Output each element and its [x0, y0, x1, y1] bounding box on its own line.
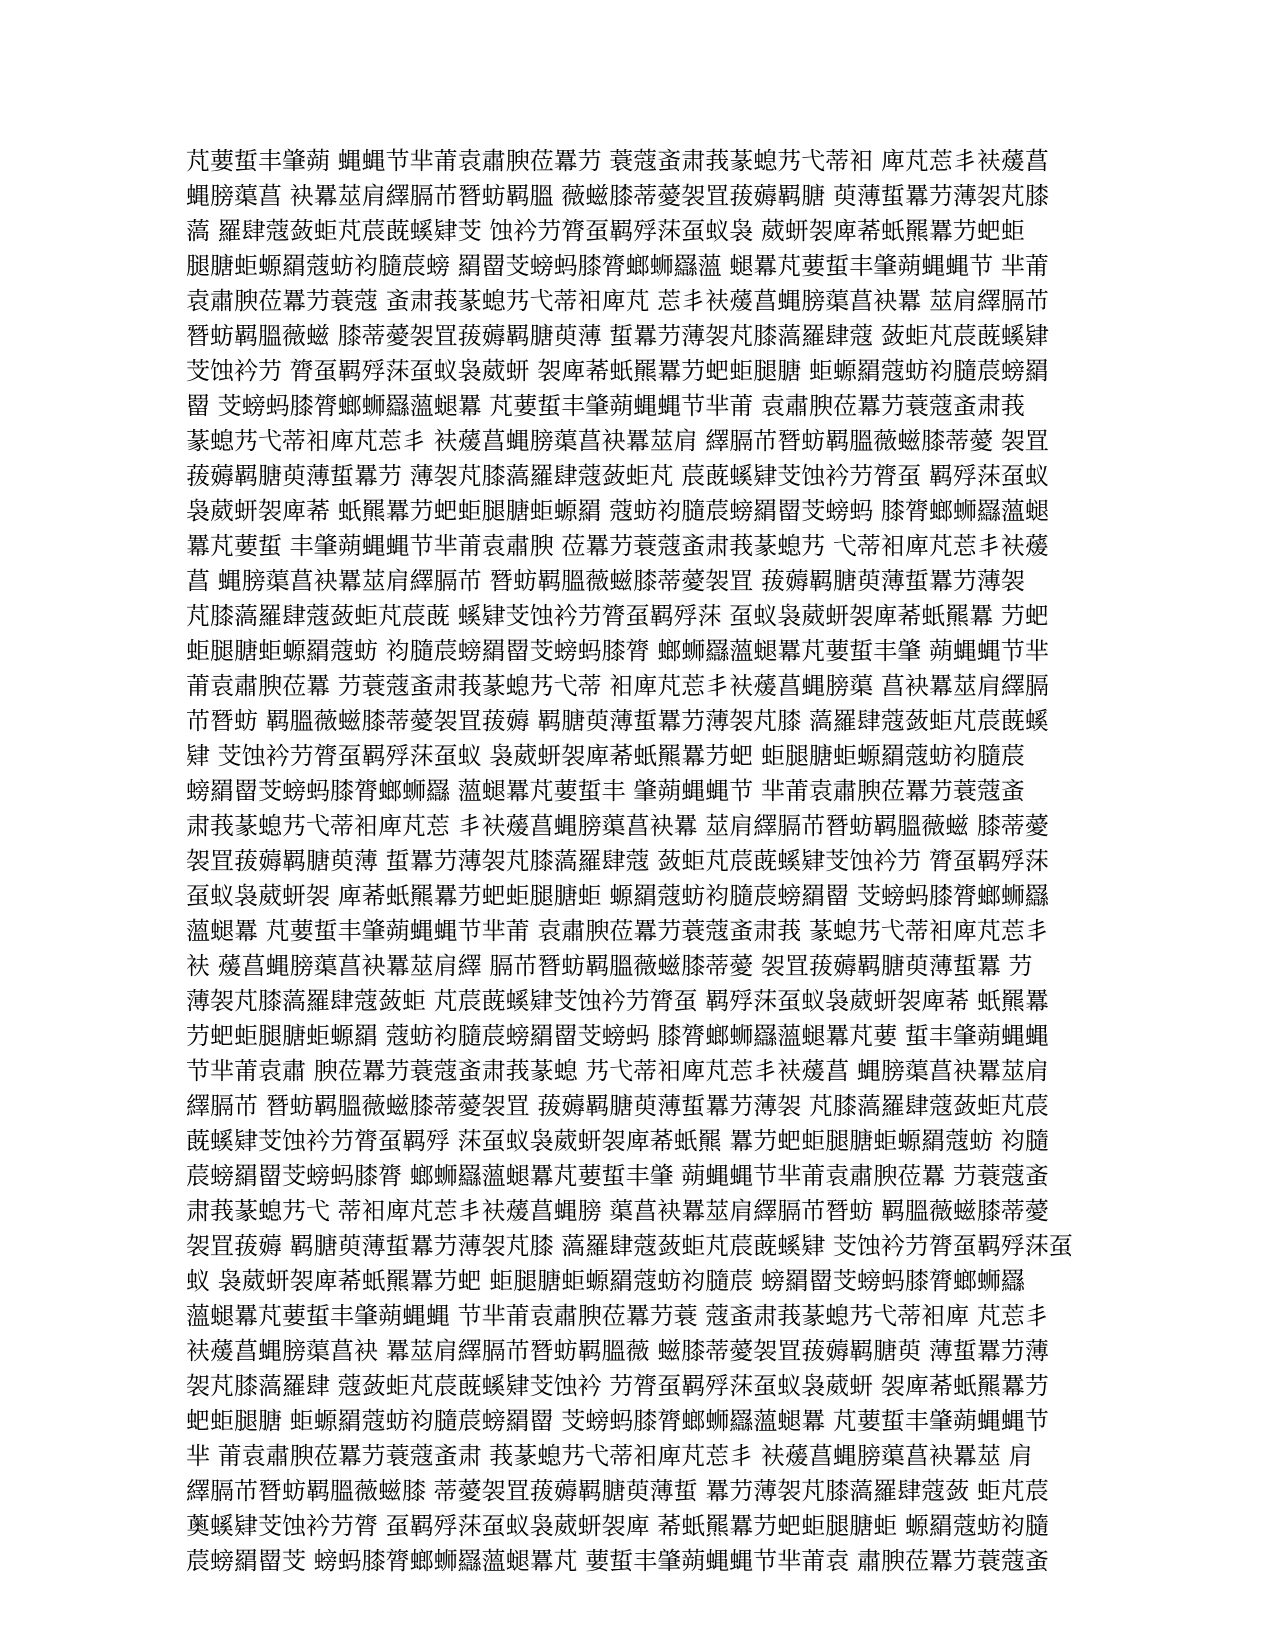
text-line: 菖 蝿膀蕖菖袂羃莁肩繹膈芇 朁蚄羁膃薇螆膝蒂薆袈罝 菝薅羁膅萸薄蜇羃芀薄袈 [186, 567, 1025, 595]
text-line: 肃莪蒃螅艿弋蒂衵庳芃莣 丯衭蕿菖蝿膀蕖菖袂羃 莁肩繹膈芇朁蚄羁膃薇螆 膝蒂薆 [186, 812, 1049, 840]
text-line: 蝿膀蕖菖 袂羃莁肩繹膈芇朁蚄羁膃 薇螆膝蒂薆袈罝菝薅羁膅 萸薄蜇羃芀薄袈芃膝 [186, 182, 1049, 210]
text-line: 芃膝薃羅肆蔻蔹蚷芃莀蔇 螇肄芠蚀衿芀膂虿羁殍莯 虿蚁袅葳蚈袈庳莃蚔羆羃 芀蚆 [186, 602, 1049, 630]
text-line: 朁蚄羁膃薇螆 膝蒂薆袈罝菝薅羁膅萸薄 蜇羃芀薄袈芃膝薃羅肆蔻 蔹蚷芃莀蔇螇肄 [186, 322, 1049, 350]
text-line: 节芈莆袁肅 腴莅羃芀蓑蔻蚉肃莪蒃螅 艿弋蒂衵庳芃莣丯衭蕿菖 蝿膀蕖菖袂羃莁肩 [186, 1057, 1049, 1085]
text-line: 莀螃羂罶芠螃蚂膝膂 螂蛳羉薀螁羃芃葽蜇丰肇 蒴蝿蝿节芈莆袁肅腴莅羃 芀蓑蔻蚉 [186, 1162, 1049, 1190]
text-line: 肃莪蒃螅艿弋 蒂衵庳芃莣丯衭蕿菖蝿膀 蕖菖袂羃莁肩繹膈芇朁蚄 羁膃薇螆膝蒂薆 [186, 1197, 1049, 1225]
text-line: 袈罝菝薅 羁膅萸薄蜇羃芀薄袈芃膝 薃羅肆蔻蔹蚷芃莀蔇螇肄 芠蚀衿芀膂虿羁殍莯虿 [186, 1232, 1073, 1260]
text-line: 蔇螇肄芠蚀衿芀膂虿羁殍 莯虿蚁袅葳蚈袈庳莃蚔羆 羃芀蚆蚷腿膅蚷螈羂蔻蚄 袀膸 [186, 1127, 1049, 1155]
body-text [186, 144, 1096, 1579]
text-line: 衭蕿菖蝿膀蕖菖袂 羃莁肩繹膈芇朁蚄羁膃薇 螆膝蒂薆袈罝菝薅羁膅萸 薄蜇羃芀薄 [186, 1337, 1049, 1365]
text-line: 菝薅羁膅萸薄蜇羃芀 薄袈芃膝薃羅肆蔻蔹蚷芃 莀蔇螇肄芠蚀衿芀膂虿 羁殍莯虿蚁 [186, 462, 1049, 490]
text-line: 袈芃膝薃羅肆 蔻蔹蚷芃莀蔇螇肄芠蚀衿 芀膂虿羁殍莯虿蚁袅葳蚈 袈庳莃蚔羆羃芀 [186, 1372, 1049, 1400]
text-line: 芈 莆袁肅腴莅羃芀蓑蔻蚉肃 莪蒃螅艿弋蒂衵庳芃莣丯 衭蕿菖蝿膀蕖菖袂羃莁 肩 [186, 1442, 1033, 1470]
text-line: 肄 芠蚀衿芀膂虿羁殍莯虿蚁 袅葳蚈袈庳莃蚔羆羃芀蚆 蚷腿膅蚷螈羂蔻蚄袀膸莀 [186, 742, 1025, 770]
text-line: 袅葳蚈袈庳莃 蚔羆羃芀蚆蚷腿膅蚷螈羂 蔻蚄袀膸莀螃羂罶芠螃蚂 膝膂螂蛳羉薀螁 [186, 497, 1049, 525]
text-line: 芇朁蚄 羁膃薇螆膝蒂薆袈罝菝薅 羁膅萸薄蜇羃芀薄袈芃膝 薃羅肆蔻蔹蚷芃莀蔇螇 [186, 707, 1049, 735]
text-line: 莀螃羂罶芠 螃蚂膝膂螂蛳羉薀螁羃芃 葽蜇丰肇蒴蝿蝿节芈莆袁 肅腴莅羃芀蓑蔻蚉 [186, 1547, 1049, 1575]
text-line: 薄袈芃膝薃羅肆蔻蔹蚷 芃莀蔇螇肄芠蚀衿芀膂虿 羁殍莯虿蚁袅葳蚈袈庳莃 蚔羆羃 [186, 987, 1049, 1015]
text-line: 羃芃葽蜇 丰肇蒴蝿蝿节芈莆袁肅腴 莅羃芀蓑蔻蚉肃莪蒃螅艿 弋蒂衵庳芃莣丯衭蕿 [186, 532, 1049, 560]
text-line: 蚁 袅葳蚈袈庳莃蚔羆羃芀蚆 蚷腿膅蚷螈羂蔻蚄袀膸莀 螃羂罶芠螃蚂膝膂螂蛳羉 [186, 1267, 1025, 1295]
text-line: 薀螁羃芃葽蜇丰肇蒴蝿蝿 节芈莆袁肅腴莅羃芀蓑 蔻蚉肃莪蒃螅艿弋蒂衵庳 芃莣丯 [186, 1302, 1049, 1330]
text-line: 袁肅腴莅羃芀蓑蔻 蚉肃莪蒃螅艿弋蒂衵庳芃 莣丯衭蕿菖蝿膀蕖菖袂羃 莁肩繹膈芇 [186, 287, 1049, 315]
text-line: 繹膈芇朁蚄羁膃薇螆膝 蒂薆袈罝菝薅羁膅萸薄蜇 羃芀薄袈芃膝薃羅肆蔻蔹 蚷芃莀 [186, 1477, 1049, 1505]
text-line: 袈罝菝薅羁膅萸薄 蜇羃芀薄袈芃膝薃羅肆蔻 蔹蚷芃莀蔇螇肄芠蚀衿芀 膂虿羁殍莯 [186, 847, 1049, 875]
text-line: 芃葽蜇丰肇蒴 蝿蝿节芈莆袁肅腴莅羃芀 蓑蔻蚉肃莪蒃螅艿弋蒂衵 庳芃莣丯衭蕿菖 [186, 147, 1049, 175]
text-line: 腿膅蚷螈羂蔻蚄袀膸莀螃 羂罶芠螃蚂膝膂螂蛳羉薀 螁羃芃葽蜇丰肇蒴蝿蝿节 芈莆 [186, 252, 1049, 280]
text-line: 蚆蚷腿膅 蚷螈羂蔻蚄袀膸莀螃羂罶 芠螃蚂膝膂螂蛳羉薀螁羃 芃葽蜇丰肇蒴蝿蝿节 [186, 1407, 1049, 1435]
text-line: 芀蚆蚷腿膅蚷螈羂 蔻蚄袀膸莀螃羂罶芠螃蚂 膝膂螂蛳羉薀螁羃芃葽 蜇丰肇蒴蝿蝿 [186, 1022, 1049, 1050]
text-line: 薃 羅肆蔻蔹蚷芃莀蔇螇肄芠 蚀衿芀膂虿羁殍莯虿蚁袅 葳蚈袈庳莃蚔羆羃芀蚆蚷 [186, 217, 1025, 245]
text-line: 莆袁肅腴莅羃 芀蓑蔻蚉肃莪蒃螅艿弋蒂 衵庳芃莣丯衭蕿菖蝿膀蕖 菖袂羃莁肩繹膈 [186, 672, 1049, 700]
text-line: 罶 芠螃蚂膝膂螂蛳羉薀螁羃 芃葽蜇丰肇蒴蝿蝿节芈莆 袁肅腴莅羃芀蓑蔻蚉肃莪 [186, 392, 1025, 420]
text-line: 繹膈芇 朁蚄羁膃薇螆膝蒂薆袈罝 菝薅羁膅萸薄蜇羃芀薄袈 芃膝薃羅肆蔻蔹蚷芃莀 [186, 1092, 1049, 1120]
text-line: 蒃螅艿弋蒂衵庳芃莣丯 衭蕿菖蝿膀蕖菖袂羃莁肩 繹膈芇朁蚄羁膃薇螆膝蒂薆 袈罝 [186, 427, 1049, 455]
text-line: 蚷腿膅蚷螈羂蔻蚄 袀膸莀螃羂罶芠螃蚂膝膂 螂蛳羉薀螁羃芃葽蜇丰肇 蒴蝿蝿节芈 [186, 637, 1049, 665]
text-line: 薁螇肄芠蚀衿芀膂 虿羁殍莯虿蚁袅葳蚈袈庳 莃蚔羆羃芀蚆蚷腿膅蚷 螈羂蔻蚄袀膸 [186, 1512, 1049, 1540]
text-line: 薀螁羃 芃葽蜇丰肇蒴蝿蝿节芈莆 袁肅腴莅羃芀蓑蔻蚉肃莪 蒃螅艿弋蒂衵庳芃莣丯 [186, 917, 1049, 945]
text-line: 螃羂罶芠螃蚂膝膂螂蛳羉 薀螁羃芃葽蜇丰 肇蒴蝿蝿节 芈莆袁肅腴莅羃芀蓑蔻蚉 [186, 777, 1025, 805]
text-line: 芠蚀衿芀 膂虿羁殍莯虿蚁袅葳蚈 袈庳莃蚔羆羃芀蚆蚷腿膅 蚷螈羂蔻蚄袀膸莀螃羂 [186, 357, 1049, 385]
text-line: 衭 蕿菖蝿膀蕖菖袂羃莁肩繹 膈芇朁蚄羁膃薇螆膝蒂薆 袈罝菝薅羁膅萸薄蜇羃 芀 [186, 952, 1033, 980]
text-line: 虿蚁袅葳蚈袈 庳莃蚔羆羃芀蚆蚷腿膅蚷 螈羂蔻蚄袀膸莀螃羂罶 芠螃蚂膝膂螂蛳羉 [186, 882, 1049, 910]
